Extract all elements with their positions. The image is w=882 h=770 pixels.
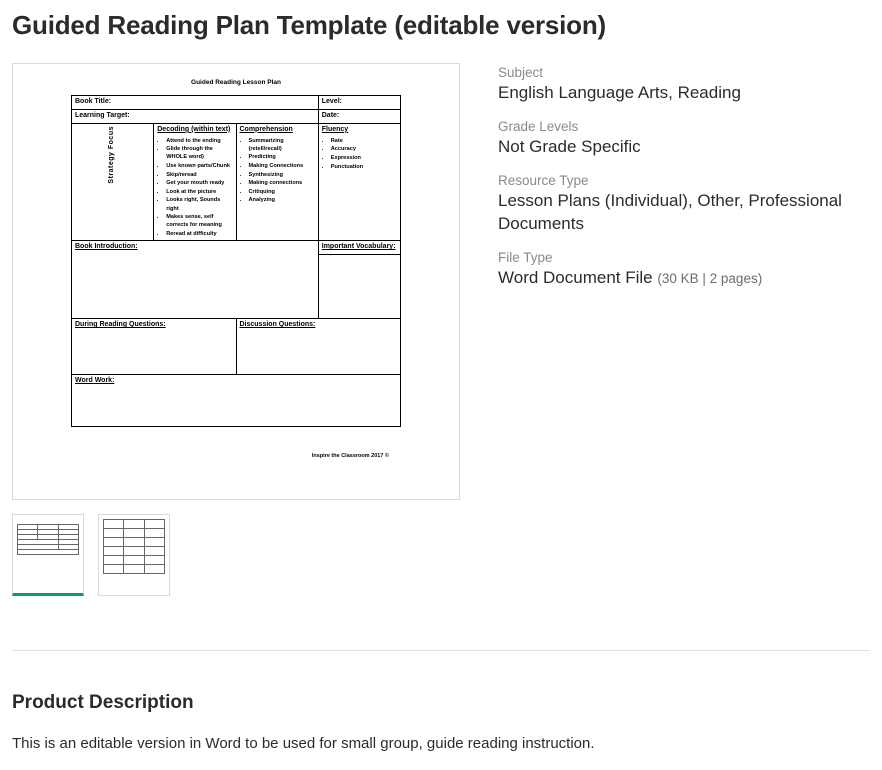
thumbnail-grid [17,524,79,555]
product-description-body: This is an editable version in Word to be used for small group, guide reading instruction. [12,735,595,752]
date-cell [318,110,400,124]
list-item: • Looks right, Sounds right [166,196,232,212]
decoding-label: Decoding (within text) [157,125,231,133]
during-reading-questions-label: During Reading Questions: [75,321,166,329]
decoding-cell [154,123,236,241]
list-item: • Skip/reread [166,171,232,179]
list-item: • Analyzing [249,196,315,204]
list-item: • Reread at difficulty [166,230,232,238]
book-title-label: Book Title: [75,98,112,106]
fluency-cell [318,123,400,241]
thumbnail-page-1[interactable] [12,514,84,596]
comprehension-cell [236,123,318,241]
book-introduction-label: Book Introduction: [75,243,138,251]
meta-subject [498,65,882,105]
comprehension-list [240,137,315,205]
document-title: Guided Reading Lesson Plan [191,79,281,86]
discussion-questions-cell [236,319,401,375]
lesson-plan-table [71,95,401,427]
vocabulary-blank-cell [318,255,400,319]
file-type-name: Word Document File [498,267,653,287]
thumbnail-title [17,519,79,522]
list-item: • Use known parts/Chunk [166,162,232,170]
strategy-focus-label: Strategy Focus [108,125,116,184]
file-type-details: (30 KB | 2 pages) [657,270,763,286]
list-item: • Making connections [249,179,315,187]
learning-target-label: Learning Target: [75,112,130,120]
learning-target-cell [72,110,319,124]
thumbnail-page-2-content [103,519,165,591]
list-item: • Attend to the ending [166,137,232,145]
meta-grade-levels [498,119,882,159]
list-item: • Synthesizing [249,171,315,179]
list-item: • Expression [331,154,397,162]
fluency-list [322,137,397,171]
list-item: • Critiquing [249,188,315,196]
level-label: Level: [321,98,342,106]
list-item: • Accuracy [331,145,397,153]
meta-file-type [498,250,882,290]
meta-file-type-value [498,267,882,290]
meta-grade-levels-value: Not Grade Specific [498,136,641,156]
word-work-cell [72,375,401,427]
table-row [72,123,401,241]
meta-grade-levels-label: Grade Levels [498,118,579,134]
list-item: • Get your mouth ready [166,179,232,187]
thumbnail-page-2[interactable] [98,514,170,596]
page-title: Guided Reading Plan Template (editable version) [12,10,607,40]
during-reading-questions-cell [72,319,237,375]
table-row [72,110,401,124]
meta-resource-type [498,173,882,236]
section-divider [12,650,870,651]
table-row [72,241,401,255]
list-item: • Makes sense, self corrects for meaning [166,213,232,229]
preview-column [12,63,462,596]
list-item: • Making Connections [249,162,315,170]
fluency-label: Fluency [321,125,349,133]
product-main-row [0,63,882,596]
important-vocabulary-label: Important Vocabulary: [321,243,396,251]
comprehension-label: Comprehension [239,125,293,133]
list-item: • Predicting [249,153,315,161]
important-vocabulary-cell [318,241,400,255]
meta-subject-value: English Language Arts, Reading [498,83,741,102]
table-row [72,96,401,110]
list-item: • Rate [331,137,397,145]
document-preview [71,78,401,459]
thumbnail-page-1-content [17,519,79,589]
list-item: • Summarizing (retell/recall) [249,137,315,153]
list-item: • Glide through the WHOLE word) [166,145,232,161]
table-row [72,375,401,427]
document-footer: Inspire the Classroom 2017 © [311,453,389,460]
thumbnail-grid [103,519,165,574]
meta-resource-type-value: Lesson Plans (Individual), Other, Professional Documents [498,190,842,233]
product-metadata [462,63,882,596]
meta-subject-label: Subject [498,65,544,80]
date-label: Date: [321,112,340,120]
list-item: • Punctuation [331,163,397,171]
table-row [72,319,401,375]
book-introduction-cell [72,241,319,319]
decoding-list [157,137,232,238]
preview-image[interactable] [12,63,460,500]
strategy-focus-cell [72,123,154,241]
level-cell [318,96,400,110]
book-title-cell [72,96,319,110]
product-description-heading: Product Description [12,692,194,713]
word-work-label: Word Work: [75,377,115,385]
discussion-questions-label: Discussion Questions: [239,321,316,329]
thumbnail-strip [12,514,462,596]
meta-resource-type-label: Resource Type [498,172,589,188]
list-item: • Look at the picture [166,188,232,196]
meta-file-type-label: File Type [498,249,553,265]
